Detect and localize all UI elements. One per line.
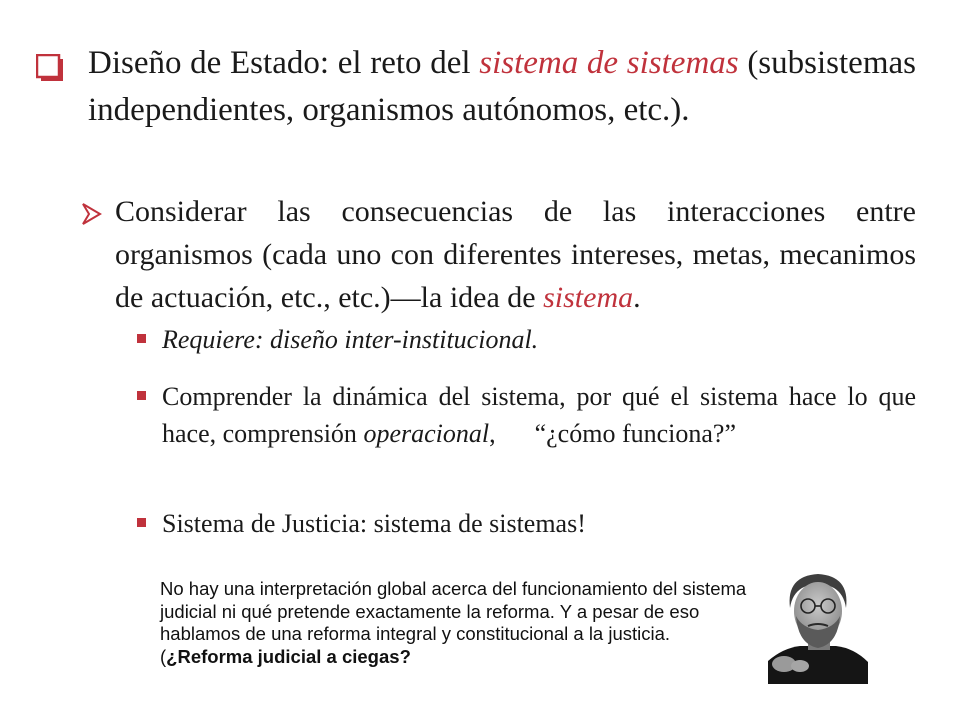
sistema-highlight: sistema xyxy=(543,281,634,314)
detail-bullet-requiere xyxy=(137,321,916,358)
sistema-de-sistemas-highlight: sistema de sistemas xyxy=(479,45,739,81)
main-bullet-text-start: Diseño de Estado: el reto del xyxy=(88,45,480,81)
arrowhead-bullet-icon xyxy=(80,202,104,231)
square-bullet-icon xyxy=(137,391,146,400)
quote-body: No hay una interpretación global acerca del funcionamiento del sistema judicial ni qué pretende exactamente la reforma. Y a pesar de eso hablamos de una reforma integral y constitucional a la justicia. xyxy=(160,578,747,644)
main-bullet-text xyxy=(88,40,916,134)
detail-bullet-comprender-text xyxy=(162,378,916,452)
sub-bullet-text-end: . xyxy=(633,281,641,314)
main-bullet-text-end: (subsistemas independientes, organismos autónomos, etc.). xyxy=(88,45,916,128)
detail-bullet-sistema-justicia-text: Sistema de Justicia: sistema de sistemas! xyxy=(162,509,586,538)
hollow-square-checkbox-icon xyxy=(36,54,64,87)
sub-bullet-consecuencias xyxy=(80,190,916,319)
detail-bullet-requiere-text: Requiere: diseño inter-institucional. xyxy=(162,325,539,354)
bearded-man-portrait xyxy=(768,566,868,684)
quote-text-block xyxy=(160,578,760,668)
main-bullet-diseno-de-estado xyxy=(36,40,916,134)
quote-bold-question: ¿Reforma judicial a ciegas? xyxy=(166,645,411,667)
operacional-italic: operacional xyxy=(363,419,490,448)
detail-bullet-comprender xyxy=(137,378,916,452)
square-bullet-icon xyxy=(137,518,146,527)
comprender-text-end: , “¿cómo funciona?” xyxy=(489,419,736,448)
comprender-text-start: Comprender la dinámica del sistema, por qué el sistema hace lo que hace, comprensión xyxy=(162,382,916,448)
sub-bullet-text-start: Considerar las consecuencias de las interacciones entre organismos (cada uno con diferentes intereses, metas, mecanimos de actuación, etc., etc.)—la idea de xyxy=(115,195,916,314)
sub-bullet-text xyxy=(115,190,916,319)
square-bullet-icon xyxy=(137,334,146,343)
detail-bullet-sistema-justicia xyxy=(137,505,916,542)
quote-paren-open: ( xyxy=(160,645,167,667)
